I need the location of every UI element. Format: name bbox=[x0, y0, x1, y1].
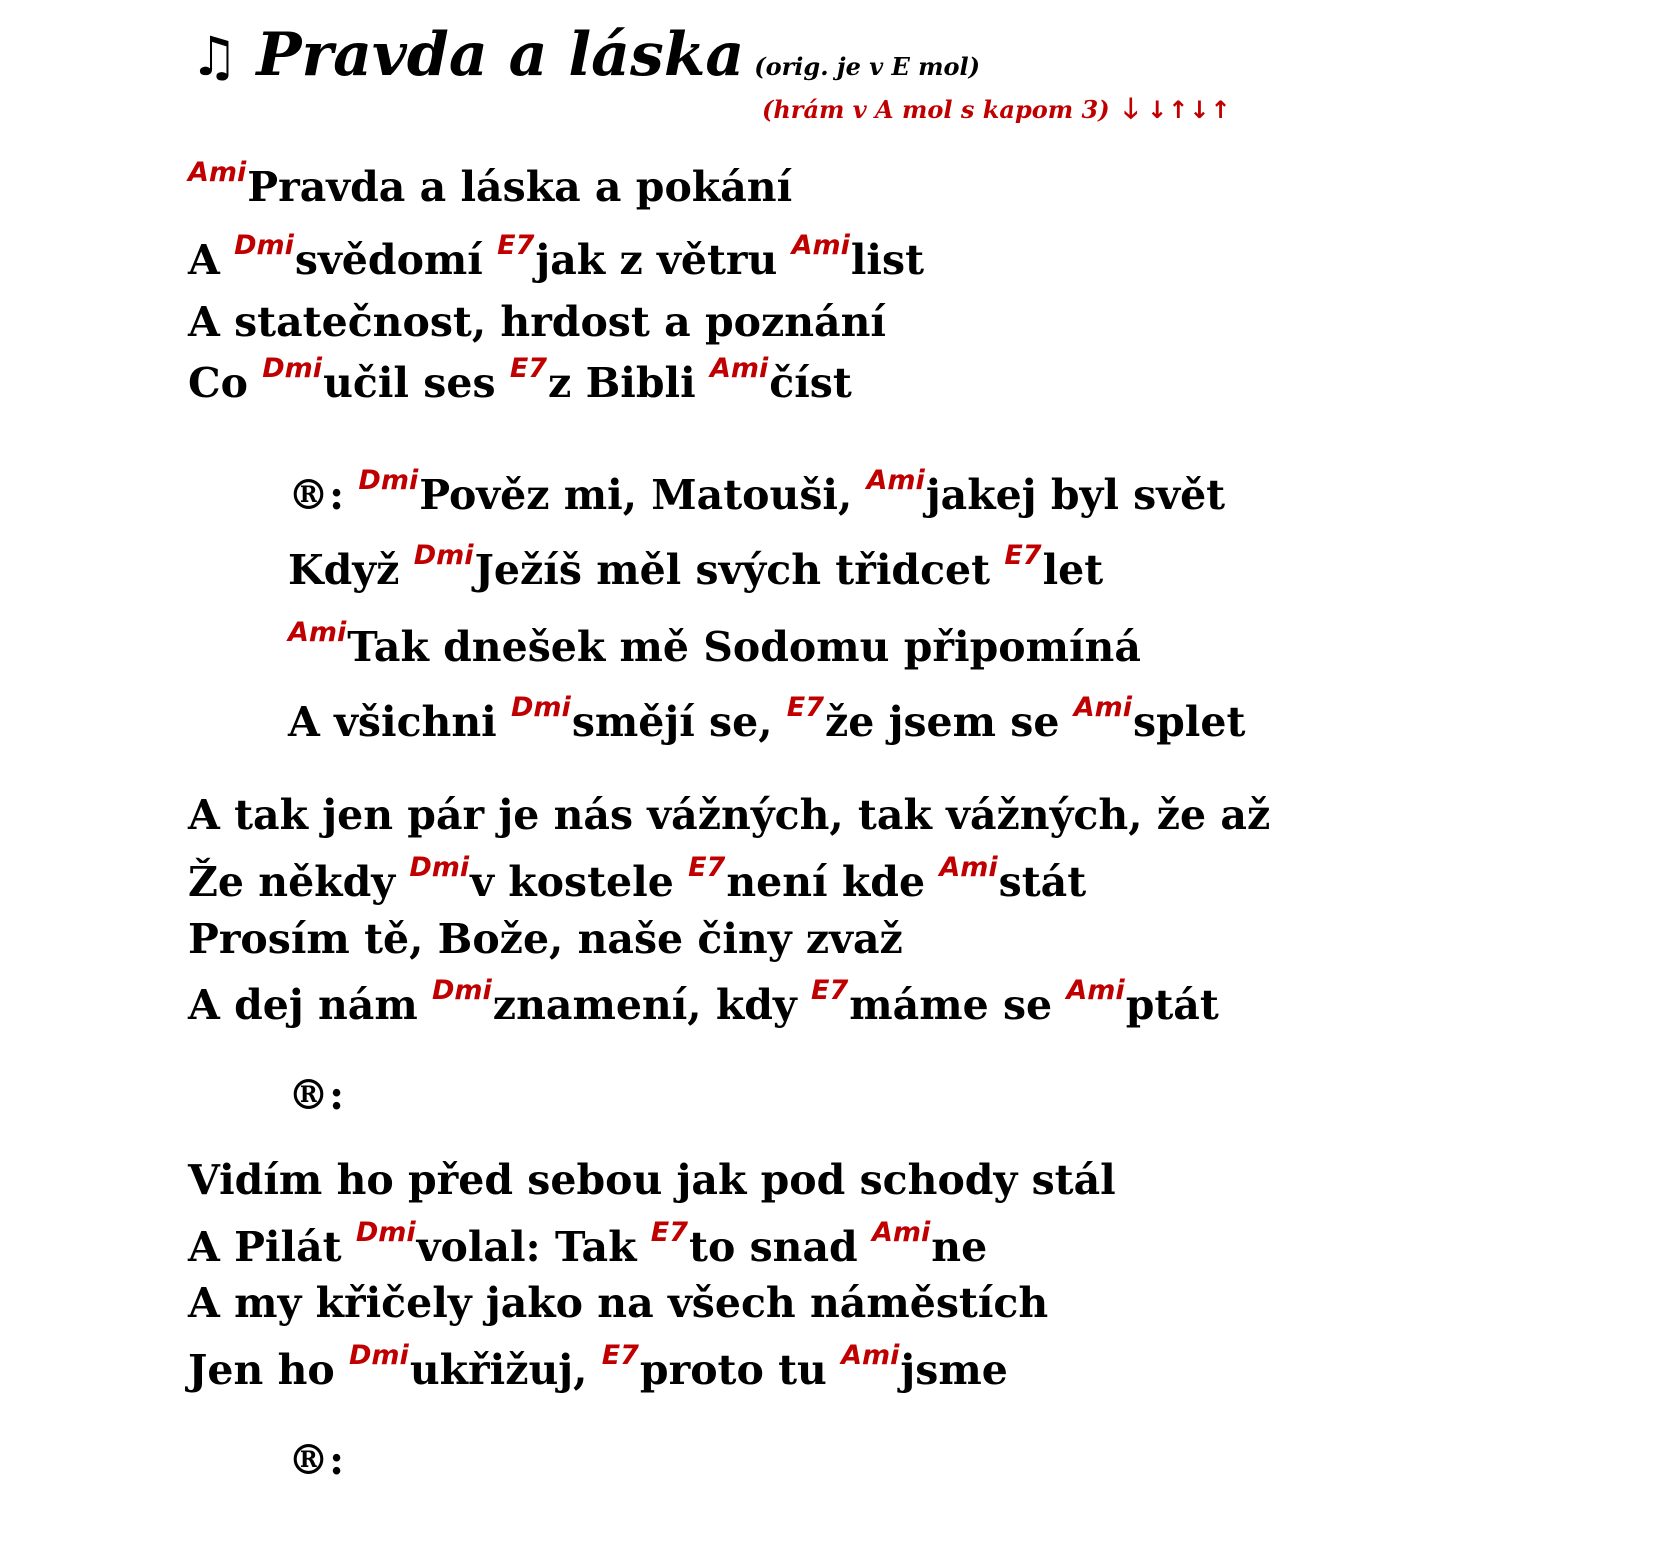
chord: Ami bbox=[288, 617, 347, 648]
lyric-text: Pravda a láska a pokání bbox=[247, 163, 793, 211]
chord: Ami bbox=[791, 230, 850, 261]
verse1-line4 bbox=[188, 353, 852, 414]
lyric-text: volal: Tak bbox=[416, 1223, 651, 1271]
lyric-text: let bbox=[1042, 546, 1104, 594]
verse1-line1 bbox=[188, 157, 793, 218]
chord: Ami bbox=[841, 1340, 900, 1371]
verse2-line2 bbox=[188, 852, 1087, 913]
lyric-text: svědomí bbox=[294, 236, 498, 284]
verse2-line4 bbox=[188, 975, 1219, 1036]
lyric-text: jakej byl svět bbox=[925, 471, 1226, 519]
verse1-line3 bbox=[188, 297, 886, 347]
down-arrow-icon: 🡓 bbox=[1123, 92, 1140, 125]
chorus-line3 bbox=[288, 617, 1141, 678]
lyric-text: ptát bbox=[1125, 981, 1219, 1029]
chord: Dmi bbox=[413, 540, 474, 571]
chord: Dmi bbox=[409, 852, 470, 883]
lyric-text: to snad bbox=[689, 1223, 872, 1271]
chord: E7 bbox=[1004, 540, 1042, 571]
lyric-text: smějí se, bbox=[571, 698, 787, 746]
lyric-text: A statečnost, hrdost a poznání bbox=[188, 298, 887, 346]
lyric-text: Co bbox=[188, 359, 263, 407]
lyric-text: ukřižuj, bbox=[409, 1346, 602, 1394]
music-note-icon: ♫ bbox=[190, 24, 239, 88]
verse3-line2 bbox=[188, 1217, 988, 1278]
lyric-text: list bbox=[850, 236, 925, 284]
lyric-text: jak z větru bbox=[535, 236, 792, 284]
song-header bbox=[190, 20, 980, 90]
lyric-text: A bbox=[188, 236, 235, 284]
lyric-text: A všichni bbox=[288, 698, 511, 746]
chorus-line2 bbox=[288, 540, 1104, 601]
chord: Dmi bbox=[349, 1340, 409, 1371]
chord: E7 bbox=[650, 1217, 689, 1248]
chord: E7 bbox=[509, 353, 548, 384]
chord: E7 bbox=[601, 1340, 639, 1371]
refrain-marker: ®: bbox=[288, 471, 345, 519]
lyric-text: Jen ho bbox=[188, 1346, 349, 1394]
refrain-marker: ®: bbox=[288, 1436, 345, 1484]
chorus-repeat-1 bbox=[288, 1070, 344, 1120]
original-key-note: (orig. je v E mol) bbox=[754, 52, 981, 81]
lyric-text: A dej nám bbox=[188, 981, 432, 1029]
capo-note-row bbox=[762, 88, 1232, 136]
capo-note: (hrám v A mol s kapom 3) bbox=[762, 95, 1110, 124]
refrain-marker: ®: bbox=[288, 1071, 345, 1119]
verse3-line4 bbox=[188, 1340, 1008, 1401]
verse2-line3 bbox=[188, 914, 903, 964]
chord: Dmi bbox=[234, 230, 294, 261]
lyric-text: máme se bbox=[849, 981, 1067, 1029]
verse3-line1 bbox=[188, 1155, 1116, 1205]
lyric-text: Pověz mi, Matouši, bbox=[419, 471, 867, 519]
verse3-line3 bbox=[188, 1278, 1048, 1328]
chord: Ami bbox=[939, 852, 998, 883]
lyric-text: že jsem se bbox=[825, 698, 1074, 746]
chord: Ami bbox=[872, 1217, 931, 1248]
chord: E7 bbox=[688, 852, 726, 883]
lyric-text: v kostele bbox=[470, 858, 689, 906]
strum-arrows-icon: ↓↑↓↑ bbox=[1147, 96, 1232, 124]
chorus-line1 bbox=[288, 465, 1226, 526]
verse1-line2 bbox=[188, 230, 925, 291]
lyric-text: proto tu bbox=[639, 1346, 842, 1394]
chord: Dmi bbox=[511, 692, 571, 723]
lyric-text: učil ses bbox=[323, 359, 510, 407]
chord: Ami bbox=[188, 157, 247, 188]
lyric-text: číst bbox=[769, 359, 852, 407]
lyric-text: ne bbox=[931, 1223, 988, 1271]
chord: Dmi bbox=[355, 1217, 416, 1248]
lyric-text: z Bibli bbox=[548, 359, 710, 407]
chord: Dmi bbox=[431, 975, 492, 1006]
song-title: Pravda a láska bbox=[256, 20, 745, 90]
lyric-text: znamení, kdy bbox=[492, 981, 812, 1029]
chord: E7 bbox=[497, 230, 535, 261]
lyric-text: Ježíš měl svých třidcet bbox=[474, 546, 1005, 594]
verse2-line1 bbox=[188, 790, 1270, 840]
chord: Ami bbox=[1073, 692, 1133, 723]
lyric-text: A tak jen pár je nás vážných, tak vážných, že až bbox=[188, 791, 1271, 839]
chord: Dmi bbox=[358, 465, 419, 496]
chord: Ami bbox=[866, 465, 925, 496]
lyric-text: Že někdy bbox=[188, 858, 410, 906]
chorus-repeat-2 bbox=[288, 1435, 344, 1485]
lyric-text: Vidím ho před sebou jak pod schody stál bbox=[188, 1156, 1116, 1204]
lyric-text: není kde bbox=[726, 858, 940, 906]
lyric-text: Prosím tě, Bože, naše činy zvaž bbox=[188, 915, 903, 963]
lyric-text: A my křičely jako na všech náměstích bbox=[188, 1279, 1049, 1327]
chorus-line4 bbox=[288, 692, 1246, 753]
lyric-text: Tak dnešek mě Sodomu připomíná bbox=[347, 623, 1141, 671]
strumming-pattern bbox=[1123, 92, 1232, 125]
chord: Dmi bbox=[262, 353, 323, 384]
chord: Ami bbox=[709, 353, 769, 384]
chord: E7 bbox=[786, 692, 824, 723]
lyric-text: stát bbox=[998, 858, 1087, 906]
lyric-text: splet bbox=[1133, 698, 1246, 746]
chord: Ami bbox=[1066, 975, 1125, 1006]
lyric-text: jsme bbox=[900, 1346, 1008, 1394]
lyric-text: A Pilát bbox=[188, 1223, 356, 1271]
chord: E7 bbox=[811, 975, 849, 1006]
lyric-text: Když bbox=[288, 546, 414, 594]
